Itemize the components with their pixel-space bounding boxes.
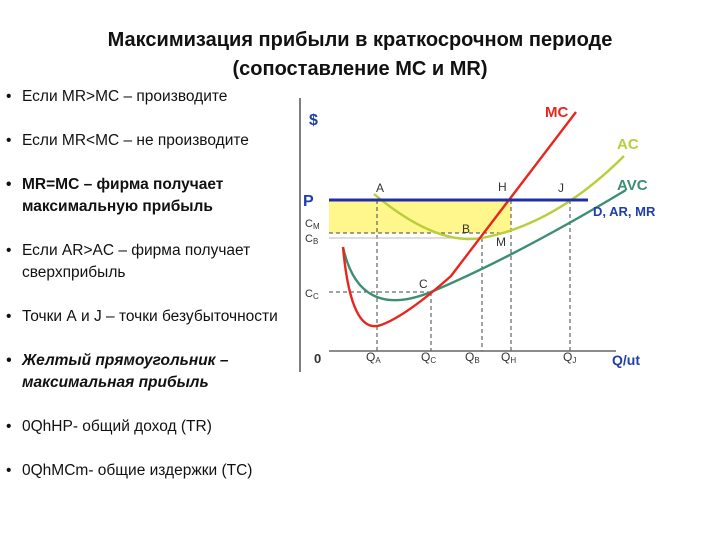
x-axis-label: Q/ut xyxy=(612,352,640,368)
x-tick-qb: QB xyxy=(465,350,480,365)
bullet-total-revenue: • 0QhHP- общий доход (TR) xyxy=(6,416,296,438)
point-j-label: J xyxy=(558,181,564,195)
point-b-label: B xyxy=(462,222,471,236)
slide-title xyxy=(0,26,720,84)
title-line-2: (сопоставление МС и MR) xyxy=(232,58,488,80)
x-tick-qc: QC xyxy=(421,350,437,365)
y-tick-cb: CB xyxy=(305,233,319,246)
bullet-yellow-rectangle: • Желтый прямоугольник – максимальная прибыль xyxy=(6,350,296,394)
x-tick-qa: QA xyxy=(366,350,381,365)
point-h-label: H xyxy=(498,180,507,194)
x-tick-qh: QH xyxy=(501,350,517,365)
title-line-1: Максимизация прибыли в краткосрочном периоде xyxy=(107,29,613,51)
origin-label: 0 xyxy=(314,351,322,366)
point-m-label: M xyxy=(496,235,506,249)
profit-rectangle xyxy=(329,200,511,233)
demand-label: D, AR, MR xyxy=(593,204,656,219)
point-a-label: A xyxy=(376,181,385,195)
mc-label: MC xyxy=(545,104,569,121)
point-c-label: C xyxy=(419,277,428,291)
avc-label: AVC xyxy=(617,177,648,194)
bullet-mr-equals-mc: • MR=МС – фирма получает максимальную прибыль xyxy=(6,174,296,218)
bullet-mr-less-mc: • Если MR<МС – не производите xyxy=(6,130,296,152)
x-tick-qj: QJ xyxy=(563,350,577,365)
cost-revenue-graph xyxy=(286,96,666,386)
bullet-breakeven-points: • Точки А и J – точки безубыточности xyxy=(6,306,296,328)
ac-label: AC xyxy=(617,136,639,153)
bullet-total-cost: • 0QhMCm- общие издержки (TC) xyxy=(6,460,296,482)
bullet-list xyxy=(6,86,296,504)
y-axis-label: $ xyxy=(309,112,318,129)
y-tick-cm: CM xyxy=(305,218,320,231)
y-tick-cc: CC xyxy=(305,288,319,301)
bullet-ar-greater-ac: • Если AR>AC – фирма получает сверхприбыль xyxy=(6,240,296,284)
bullet-mr-greater-mc: • Если MR>МС – производите xyxy=(6,86,296,108)
price-label: P xyxy=(303,193,314,210)
